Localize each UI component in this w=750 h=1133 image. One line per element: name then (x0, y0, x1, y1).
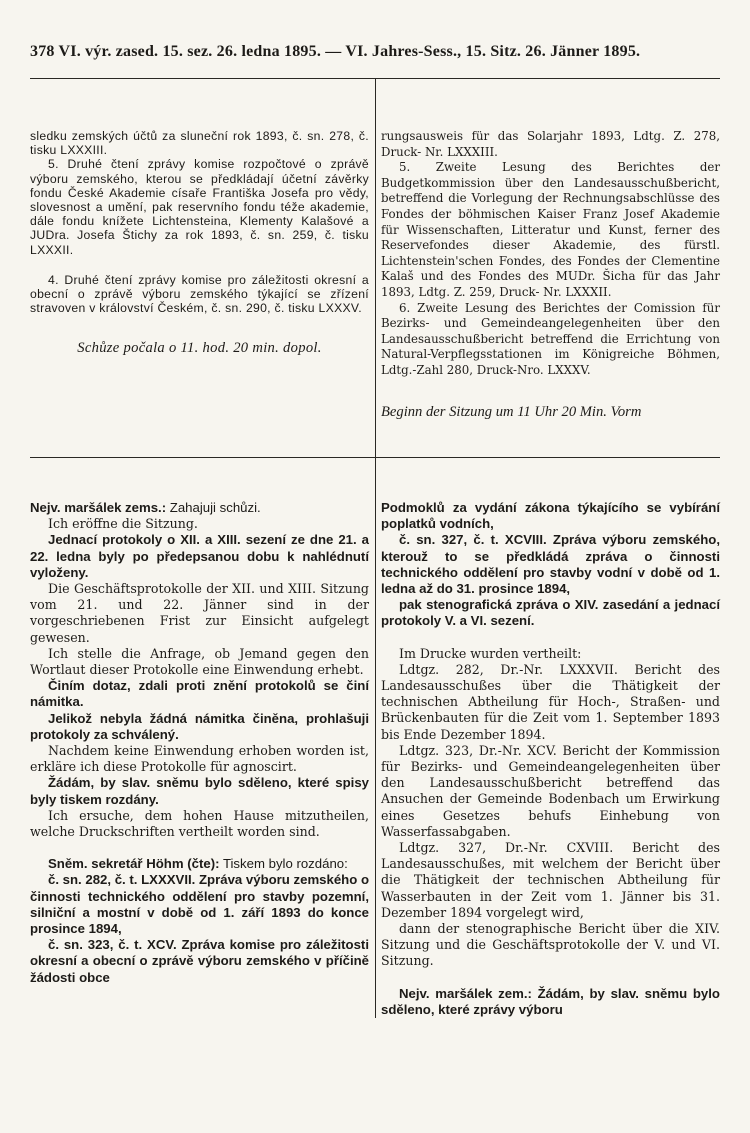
session-start-note: Beginn der Sitzung um 11 Uhr 20 Min. Vorm (381, 403, 642, 420)
proceedings-section (30, 458, 720, 1018)
agenda-item-5: 5. Zweite Lesung des Berichtes der Budgetkommission über den Landesausschußbericht, betreffend die Vorlegung der Rechnungsabschlüsse des Fondes der böhmischen Kaiser Franz Josef Akademie für Wissenschaften, Litteratur und Kunst, ferner des Reservefondes dieser Akademie, des fürstl. Lichtenstein'schen Fondes, des Fondes der Clementine Kalaš und des Fondes des MUDr. Šicha für das Jahr 1893, Ldtg. Z. 259, Druck- Nr. LXXXII. (381, 160, 720, 299)
speech-text: Die Geschäftsprotokolle der XII. und XIII. Sitzung vom 21. und 22. Jänner sind in der vorgeschriebenen Frist zur Einsicht aufgelegt gewesen. (30, 581, 369, 645)
printed-document-item: Podmoklů za vydání zákona týkajícího se vybírání poplatků vodních, (381, 500, 720, 532)
speech-text: Nachdem keine Einwendung erhoben worden ist, erkläre ich diese Protokolle für agnoscirt. (30, 743, 369, 775)
printed-document-item: č. sn. 327, č. t. XCVIII. Zpráva výboru zemského, kterouž to se předkládá zpráva o činnosti technického oddělení pro stavby vodní v době od 1. ledna až do 31. prosince 1894, (381, 532, 720, 597)
german-agenda-column (375, 129, 720, 457)
speech-text: Tiskem bylo rozdáno: (222, 856, 348, 872)
agenda-item-5: 5. Druhé čtení zprávy komise rozpočtové o zprávě výboru zemského, kterou se předkládají účetní závěrky fondu České Akademie císaře Františka Josefa pro vědy, slovesnost a umění, pak reservního fondu téže akademie, dále fondu knížete Lichtensteina, Klementy Kalašové a JUDra. Josefa Štichy za rok 1893, č. sn. 259, č. tisku LXXXII. (30, 157, 369, 257)
printed-document-item: č. sn. 282, č. t. LXXXVII. Zpráva výboru zemského o činnosti technického oddělení pro stavby pozemní, silniční a mostní v době od 1. září 1893 do konce prosince 1894, (30, 872, 370, 937)
proceedings-right-column (375, 500, 720, 1018)
printed-document-item: Ldtgz. 323, Dr.-Nr. XCV. Bericht der Kommission für Bezirks- und Gemeindeangelegenheiten über den Landesausschußbericht betreffend das Ansuchen der Gemeinde Bodenbach um Erwirkung eines Gesetzes behufs Einhebung von Wasserfassabgaben. (381, 742, 720, 839)
printed-list-heading: Im Drucke wurden vertheilt: (399, 645, 582, 661)
speech-text: Jelikož nebyla žádná námitka činěna, prohlašuji protokoly za schválený. (30, 710, 369, 742)
agenda-item-6: 6. Zweite Lesung des Berichtes der Comission für Bezirks- und Gemeindeangelegenheiten über den Landesausschußbericht betreffend die Errichtung von Natural-Verpflegsstationen im Königreiche Böhmen, Ldtg.-Zahl 280, Druck-Nro. LXXXV. (381, 300, 720, 377)
czech-agenda-column (30, 129, 375, 457)
agenda-item-text: rungsausweis für das Solarjahr 1893, Ldtg. Z. 278, Druck- Nr. LXXXIII. (381, 129, 720, 159)
speech-text: Zahajuji schůzi. (169, 500, 261, 515)
printed-document-item: pak stenografická zpráva o XIV. zasedání a jednací protokoly V. a VI. sezení. (381, 597, 720, 629)
agenda-item-text: sledku zemských účtů za sluneční rok 1893, č. sn. 278, č. tisku LXXXIII. (30, 129, 369, 158)
speech-text: Žádám, by slav. sněmu bylo sděleno, které zprávy výboru (381, 985, 720, 1017)
printed-document-item: dann der stenographische Bericht über die XIV. Sitzung und die Geschäftsprotokolle der V. und VI. Sitzung. (381, 921, 720, 969)
proceedings-left-column (30, 500, 375, 1018)
column-divider (375, 458, 376, 1018)
printed-document-item: Ldtgz. 327, Dr.-Nr. CXVIII. Bericht des Landesausschußes, mit welchem der Bericht über die Thätigkeit der technischen Abtheilung für Wasserbauten in der Zeit vom 1. Jänner bis 31. Dezember 1894 vorgelegt wird, (381, 840, 720, 920)
session-start-note: Schůze počala o 11. hod. 20 min. dopol. (77, 340, 322, 357)
speech-text: Činím dotaz, zdali proti znění protokolů se činí námitka. (30, 678, 369, 710)
speech-text: Ich stelle die Anfrage, ob Jemand gegen den Wortlaut dieser Protokolle eine Einwendung erhebt. (30, 645, 369, 678)
printed-document-item: č. sn. 323, č. t. XCV. Zpráva komise pro záležitosti okresní a obecní o zprávě výboru zemského v příčině žádosti obce (30, 937, 369, 985)
agenda-section (30, 79, 720, 457)
column-divider (375, 79, 376, 457)
speaker-name: Nejv. maršálek zem.: (399, 985, 532, 1001)
speaker-name: Sněm. sekretář Höhm (čte): (48, 856, 220, 872)
speech-text: Ich eröffne die Sitzung. (48, 516, 198, 532)
speech-text: Ich ersuche, dem hohen Hause mitzutheilen, welche Druckschriften vertheilt worden sind. (30, 807, 369, 840)
speech-text: Žádám, by slav. sněmu bylo sděleno, které spisy byly tiskem rozdány. (30, 775, 369, 807)
page-header: 378 VI. výr. zased. 15. sez. 26. ledna 1895. — VI. Jahres-Sess., 15. Sitz. 26. Jänner 1895. (30, 43, 641, 60)
document-page (30, 40, 720, 1018)
speech-text: Jednací protokoly o XII. a XIII. sezení ze dne 21. a 22. ledna byly po předepsanou dobu k nahlédnutí vyloženy. (30, 532, 369, 580)
speaker-name: Nejv. maršálek zems.: (30, 500, 167, 515)
agenda-item-4: 4. Druhé čtení zprávy komise pro záležitosti okresní a obecní o zprávě výboru zemského týkající se zřízení stravoven v království Českém, č. sn. 290, č. tisku LXXXV. (30, 272, 369, 316)
printed-document-item: Ldtgz. 282, Dr.-Nr. LXXXVII. Bericht des Landesausschußes über die Thätigkeit der technischen Abtheilung für Hoch-, Straßen- und Brückenbauten für die Zeit vom 1. September 1893 bis Ende Dezember 1894. (381, 661, 720, 742)
